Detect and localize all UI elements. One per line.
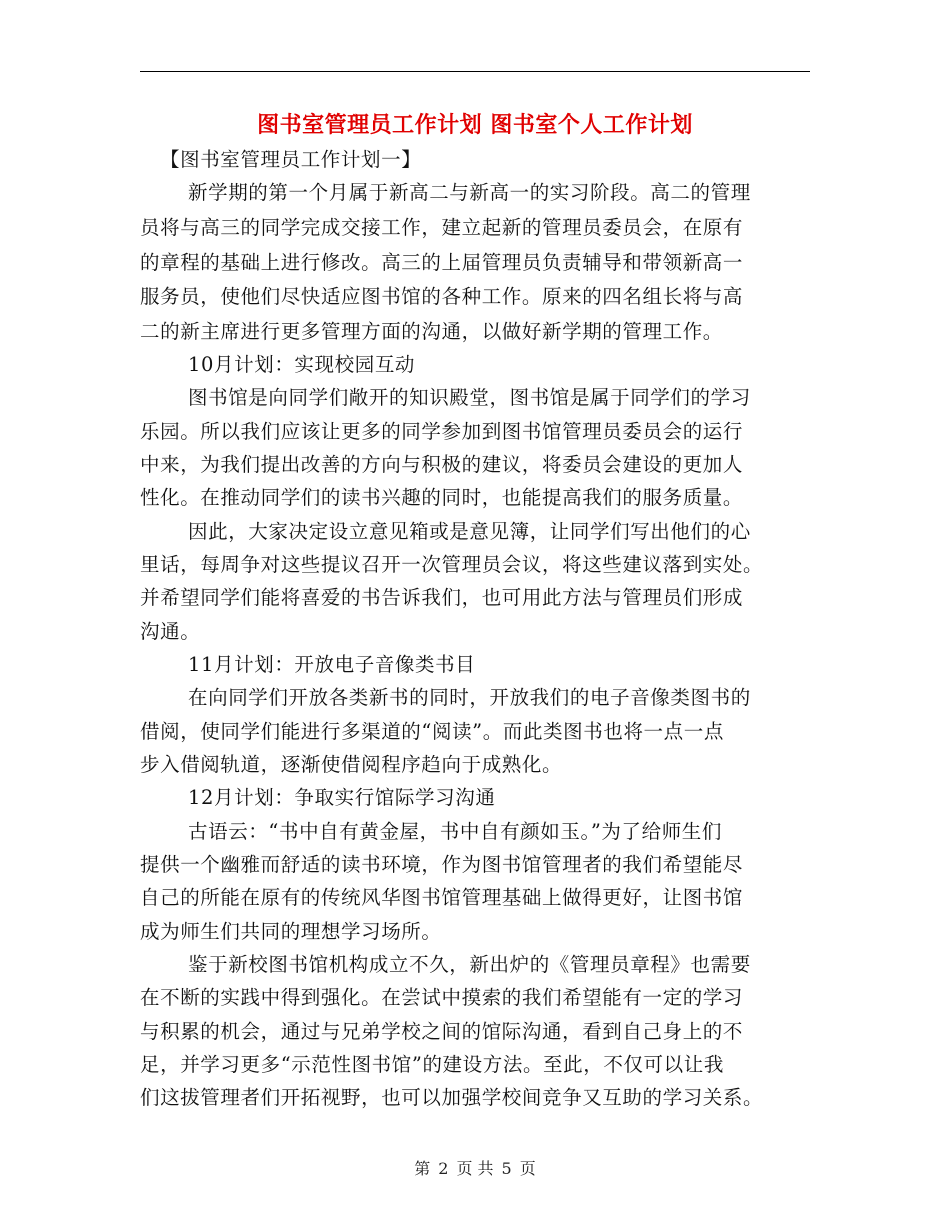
paragraph-line: 在不断的实践中得到强化。在尝试中摸索的我们希望能有一定的学习 (140, 986, 744, 1009)
paragraph-line: 古语云：“书中自有黄金屋，书中自有颜如玉。”为了给师生们 (188, 820, 722, 843)
page-total: 5 (501, 1159, 512, 1178)
paragraph-line: 乐园。所以我们应该让更多的同学参加到图书馆管理员委员会的运行 (140, 420, 744, 443)
paragraph-line: 借阅，使同学们能进行多渠道的“阅读”。而此类图书也将一点一点 (140, 720, 724, 743)
paragraph-line: 中来，为我们提出改善的方向与积极的建议，将委员会建设的更加人 (140, 453, 744, 476)
plan-heading-october: 10月计划：实现校园互动 (188, 353, 416, 376)
paragraph-line: 服务员，使他们尽快适应图书馆的各种工作。原来的四名组长将与高 (140, 285, 744, 308)
paragraph-line: 成为师生们共同的理想学习场所。 (140, 920, 442, 943)
page-footer (0, 1156, 950, 1179)
paragraph-line: 图书馆是向同学们敞开的知识殿堂，图书馆是属于同学们的学习 (188, 386, 751, 409)
document-title: 图书室管理员工作计划 图书室个人工作计划 (257, 112, 693, 138)
paragraph-line: 并希望同学们能将喜爱的书告诉我们，也可用此方法与管理员们形成 (140, 586, 744, 609)
paragraph-line: 性化。在推动同学们的读书兴趣的同时，也能提高我们的服务质量。 (140, 486, 744, 509)
paragraph-line: 的章程的基础上进行修改。高三的上届管理员负责辅导和带领新高一 (140, 251, 744, 274)
paragraph-line: 里话，每周争对这些提议召开一次管理员会议，将这些建议落到实处。 (140, 553, 764, 576)
footer-suffix: 页 (519, 1159, 536, 1178)
page-number: 2 (438, 1159, 449, 1178)
header-rule (140, 71, 810, 72)
paragraph-line: 因此，大家决定设立意见箱或是意见簿，让同学们写出他们的心 (188, 520, 751, 543)
plan-heading-december: 12月计划：争取实行馆际学习沟通 (188, 786, 496, 809)
paragraph-line: 在向同学们开放各类新书的同时，开放我们的电子音像类图书的 (188, 686, 751, 709)
plan-heading-november: 11月计划：开放电子音像类书目 (188, 653, 476, 676)
footer-prefix: 第 (414, 1159, 431, 1178)
paragraph-line: 自己的所能在原有的传统风华图书馆管理基础上做得更好，让图书馆 (140, 886, 744, 909)
paragraph-line: 提供一个幽雅而舒适的读书环境，作为图书馆管理者的我们希望能尽 (140, 853, 744, 876)
paragraph-line: 们这拔管理者们开拓视野，也可以加强学校间竞争又互助的学习关系。 (140, 1086, 764, 1109)
section-heading: 【图书室管理员工作计划一】 (160, 148, 422, 171)
paragraph-line: 足，并学习更多“示范性图书馆”的建设方法。至此，不仅可以让我 (140, 1053, 724, 1076)
paragraph-line: 沟通。 (140, 620, 201, 643)
paragraph-line: 与积累的机会，通过与兄弟学校之间的馆际沟通，看到自己身上的不 (140, 1020, 744, 1043)
paragraph-line: 新学期的第一个月属于新高二与新高一的实习阶段。高二的管理 (188, 181, 751, 204)
paragraph-line: 员将与高三的同学完成交接工作，建立起新的管理员委员会，在原有 (140, 216, 744, 239)
paragraph-line: 鉴于新校图书馆机构成立不久，新出炉的《管理员章程》也需要 (188, 953, 751, 976)
paragraph-line: 步入借阅轨道，逐渐使借阅程序趋向于成熟化。 (140, 753, 563, 776)
footer-middle: 页 共 (456, 1159, 494, 1178)
paragraph-line: 二的新主席进行更多管理方面的沟通，以做好新学期的管理工作。 (140, 320, 723, 343)
